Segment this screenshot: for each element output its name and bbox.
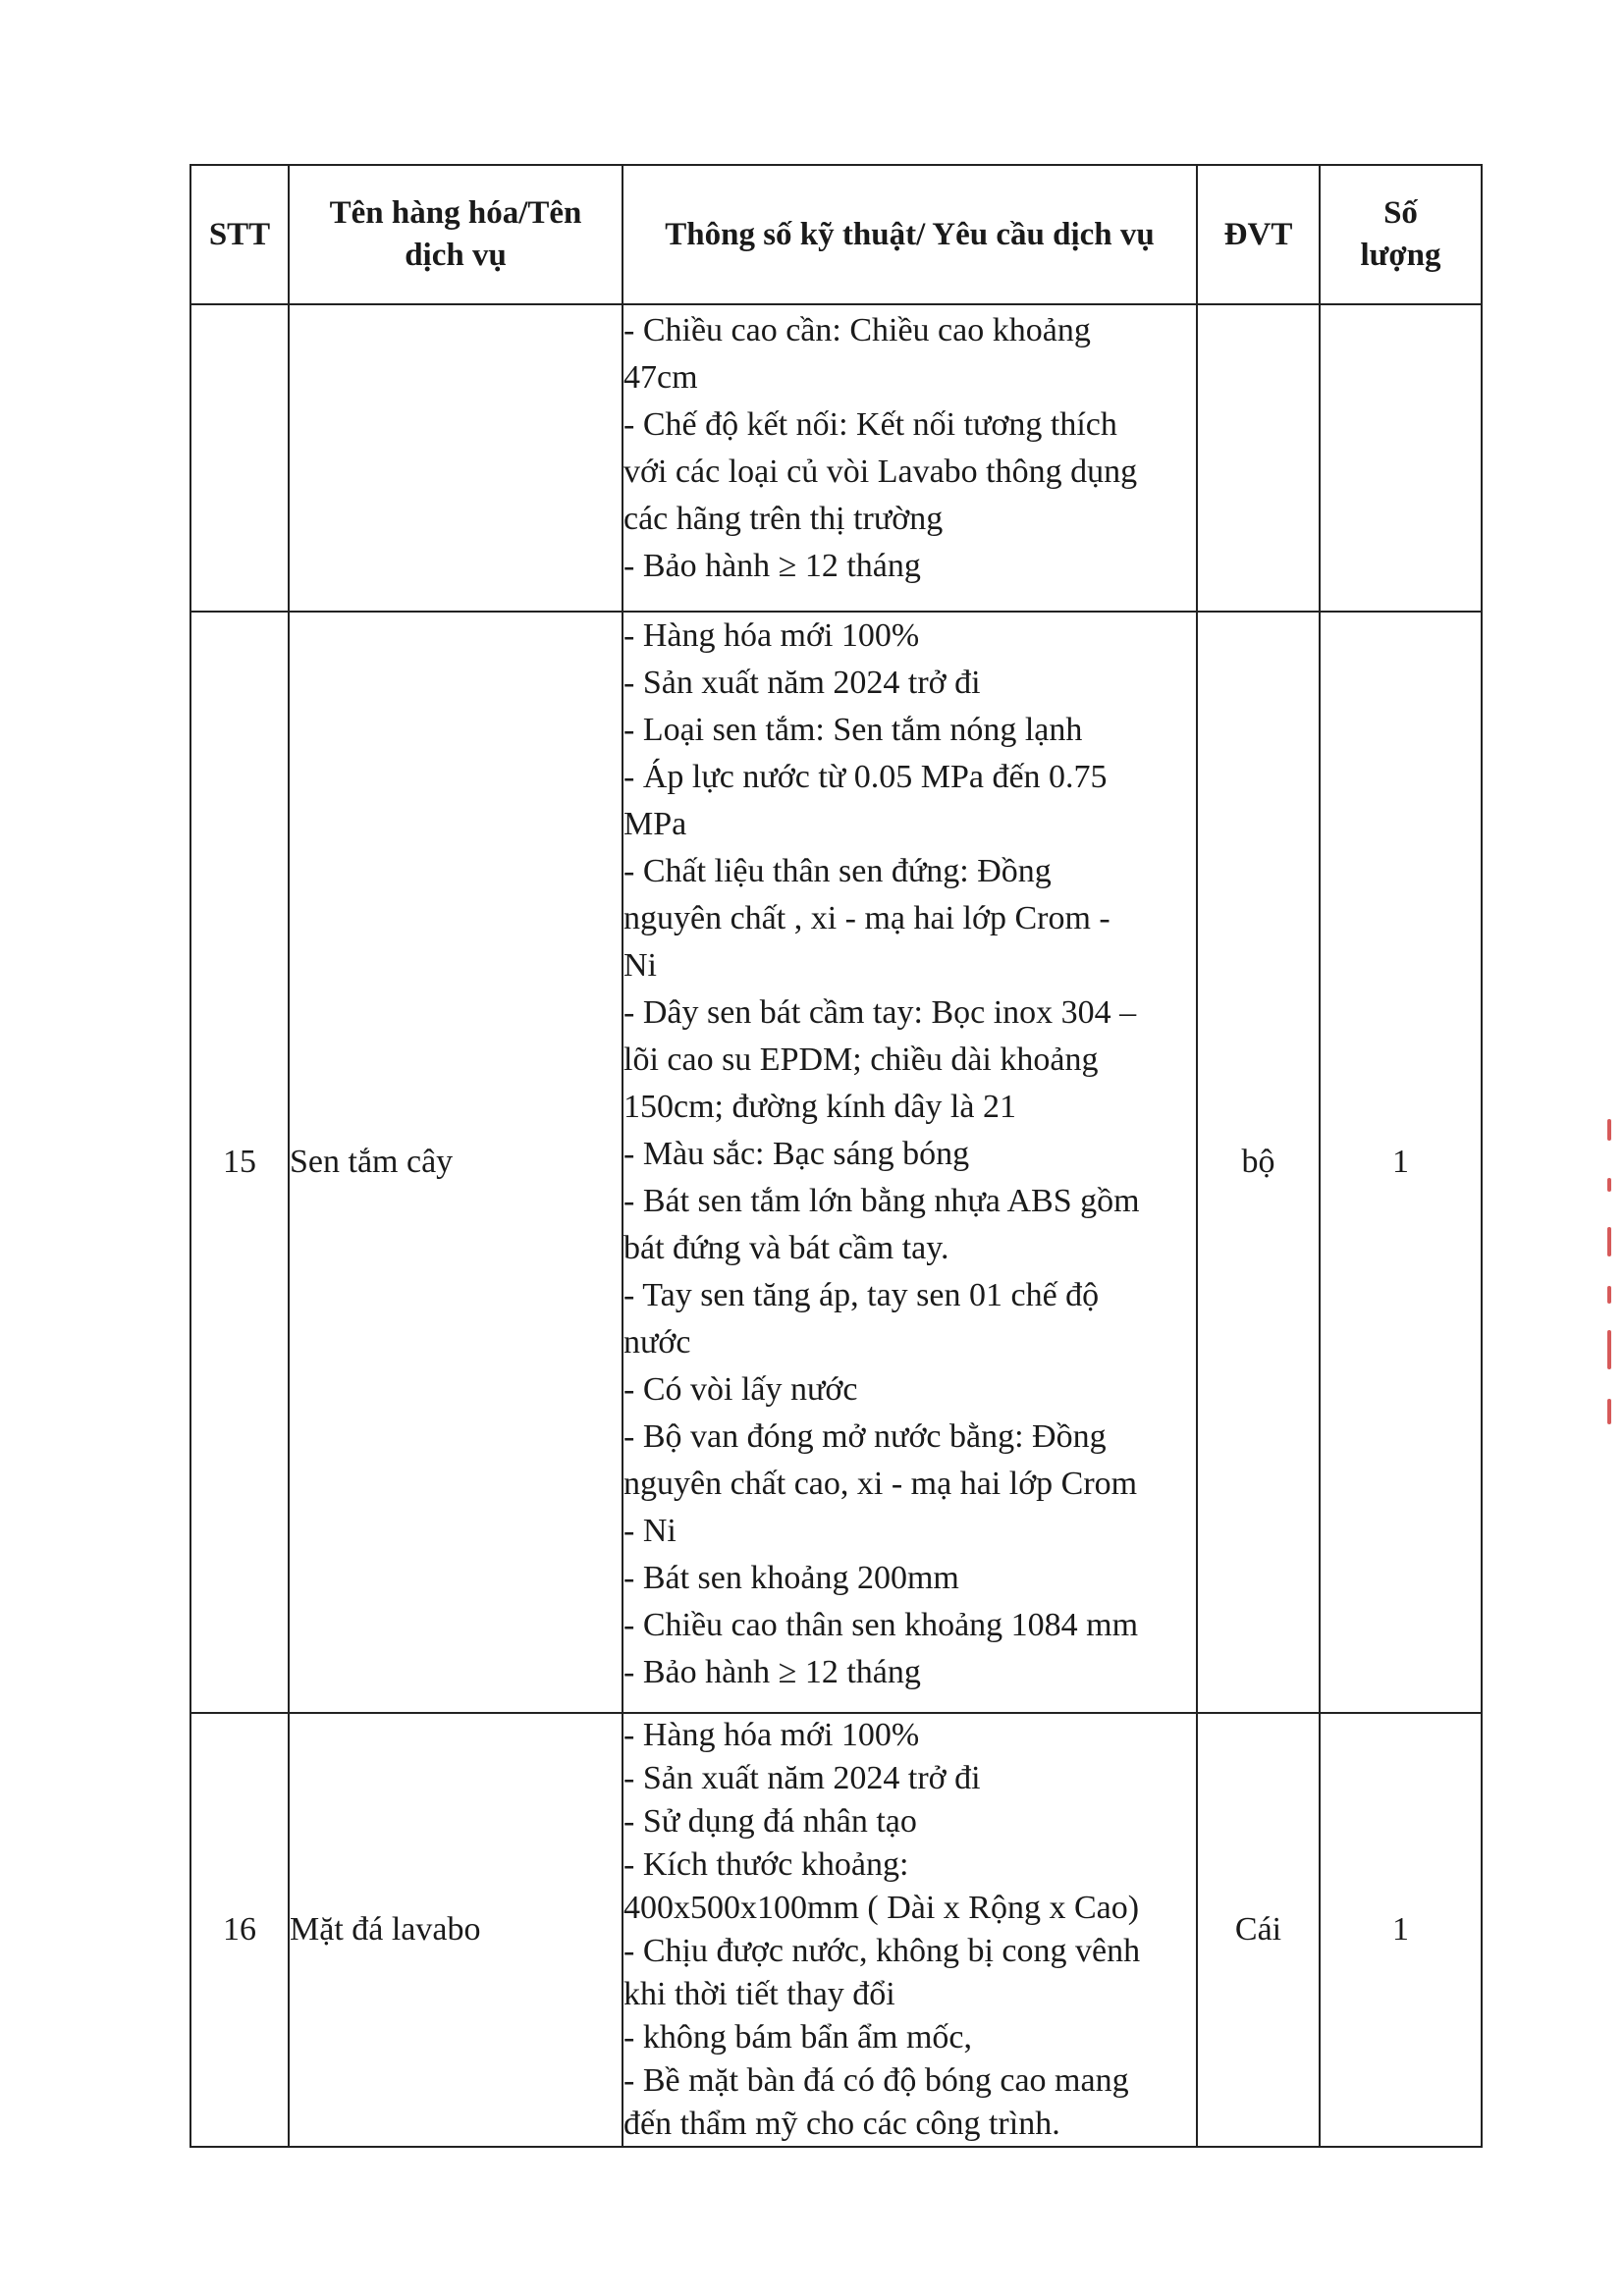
page-edge-stamp-mark — [1607, 1119, 1613, 1433]
header-item-name-line-2: dịch vụ — [405, 238, 507, 273]
spec-line: - Tay sen tăng áp, tay sen 01 chế độ — [623, 1277, 1100, 1313]
spec-line: nước — [623, 1324, 691, 1361]
header-quantity — [1320, 165, 1482, 304]
row-stt: 16 — [190, 1713, 289, 2147]
spec-line: - Chịu được nước, không bị cong vênh — [623, 1933, 1141, 1969]
spec-line: Ni — [623, 947, 657, 984]
row-item-name — [289, 304, 623, 612]
table-row — [190, 304, 1482, 612]
header-stt: STT — [190, 165, 289, 304]
spec-line: - Sản xuất năm 2024 trở đi — [623, 1760, 981, 1796]
spec-line: đến thẩm mỹ cho các công trình. — [623, 2106, 1060, 2142]
spec-line: - Chiều cao thân sen khoảng 1084 mm — [623, 1607, 1139, 1643]
spec-line: - Kích thước khoảng: — [623, 1846, 909, 1883]
table-header-row — [190, 165, 1482, 304]
spec-line: - Màu sắc: Bạc sáng bóng — [623, 1136, 970, 1172]
spec-line: - Bát sen tắm lớn bằng nhựa ABS gồm — [623, 1183, 1140, 1219]
specification-table — [189, 164, 1483, 2148]
row-spec-cell — [623, 304, 1197, 612]
spec-line: - Bề mặt bàn đá có độ bóng cao mang — [623, 2062, 1129, 2099]
row-item-name: Sen tắm cây — [289, 612, 623, 1713]
spec-line: - Bảo hành ≥ 12 tháng — [623, 548, 921, 584]
row-quantity: 1 — [1320, 612, 1482, 1713]
row-unit: bộ — [1197, 612, 1320, 1713]
spec-line: nguyên chất , xi - mạ hai lớp Crom - — [623, 900, 1110, 936]
spec-line: lõi cao su EPDM; chiều dài khoảng — [623, 1041, 1099, 1078]
spec-line: - Sản xuất năm 2024 trở đi — [623, 665, 981, 701]
spec-line: nguyên chất cao, xi - mạ hai lớp Crom — [623, 1466, 1138, 1502]
spec-line: - Áp lực nước từ 0.05 MPa đến 0.75 — [623, 759, 1108, 795]
spec-line: - Dây sen bát cầm tay: Bọc inox 304 – — [623, 994, 1137, 1031]
spec-line: 47cm — [623, 359, 698, 396]
spec-line: bát đứng và bát cầm tay. — [623, 1230, 949, 1266]
spec-line: - Sử dụng đá nhân tạo — [623, 1803, 917, 1840]
table-row — [190, 612, 1482, 1713]
spec-line: - Hàng hóa mới 100% — [623, 1717, 920, 1753]
row-quantity: 1 — [1320, 1713, 1482, 2147]
spec-line: - Loại sen tắm: Sen tắm nóng lạnh — [623, 712, 1083, 748]
header-item-name — [289, 165, 623, 304]
table-row — [190, 1713, 1482, 2147]
spec-line: với các loại củ vòi Lavabo thông dụng — [623, 454, 1138, 490]
spec-line: - Bộ van đóng mở nước bằng: Đồng — [623, 1418, 1107, 1455]
spec-line: - Bảo hành ≥ 12 tháng — [623, 1654, 921, 1690]
row-stt — [190, 304, 289, 612]
spec-line: 150cm; đường kính dây là 21 — [623, 1089, 1016, 1125]
spec-line: 400x500x100mm ( Dài x Rộng x Cao) — [623, 1890, 1140, 1926]
spec-line: - Chất liệu thân sen đứng: Đồng — [623, 853, 1052, 889]
row-quantity — [1320, 304, 1482, 612]
spec-line: các hãng trên thị trường — [623, 501, 944, 537]
spec-line: - Bát sen khoảng 200mm — [623, 1560, 959, 1596]
spec-line: - Chiều cao cần: Chiều cao khoảng — [623, 312, 1091, 348]
header-quantity-line-2: lượng — [1360, 238, 1441, 273]
spec-line: - không bám bẩn ẩm mốc, — [623, 2019, 973, 2056]
header-specifications: Thông số kỹ thuật/ Yêu cầu dịch vụ — [623, 165, 1197, 304]
spec-line: khi thời tiết thay đổi — [623, 1976, 895, 2012]
row-unit — [1197, 304, 1320, 612]
header-quantity-line-1: Số — [1383, 195, 1418, 232]
spec-line: - Ni — [623, 1513, 677, 1549]
row-stt: 15 — [190, 612, 289, 1713]
row-spec-cell — [623, 1713, 1197, 2147]
header-unit: ĐVT — [1197, 165, 1320, 304]
spec-line: MPa — [623, 806, 687, 842]
row-item-name: Mặt đá lavabo — [289, 1713, 623, 2147]
spec-line: - Hàng hóa mới 100% — [623, 617, 920, 654]
row-unit: Cái — [1197, 1713, 1320, 2147]
spec-line: - Có vòi lấy nước — [623, 1371, 858, 1408]
row-spec-cell — [623, 612, 1197, 1713]
spec-line: - Chế độ kết nối: Kết nối tương thích — [623, 406, 1117, 443]
header-item-name-line-1: Tên hàng hóa/Tên — [329, 195, 582, 232]
